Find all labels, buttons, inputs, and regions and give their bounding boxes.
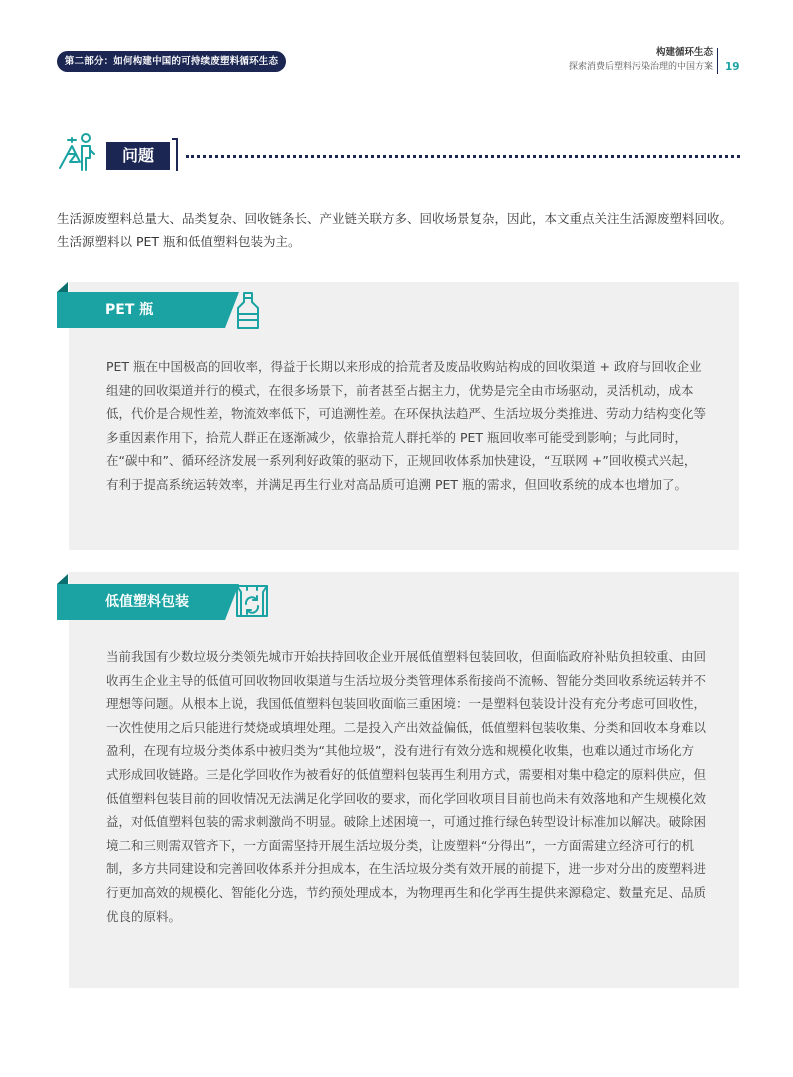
tab-fold [57,282,68,292]
pet-bottle-tab: PET 瓶 [57,292,225,328]
intro-paragraph: 生活源废塑料总量大、品类复杂、回收链条长、产业链关联方多、回收场景复杂，因此，本文重点关注生活源废塑料回收。生活源塑料以 PET 瓶和低值塑料包装为主。 [57,211,733,249]
tab-fold [57,574,68,584]
report-header [569,46,713,74]
low-value-packaging-body: 当前我国有少数垃圾分类领先城市开始扶持回收企业开展低值塑料包装回收，但面临政府补贴负担较重、由回收再生企业主导的低值可回收物回收渠道与生活垃圾分类管理体系衔接尚不流畅、智能分类回收系统运转并不理想等问题。从根本上说，我国低值塑料包装回收面临三重困境：一是塑料包装设计没有充分考虑可回收性，一次性使用之后只能进行焚烧或填埋处理。二是投入产出效益偏低，低值塑料包装收集、分类和回收本身难以盈利，在现有垃圾分类体系中被归类为“其他垃圾”，没有进行有效分选和规模化收集，也难以通过市场化方式形成回收链路。三是化学回收作为被看好的低值塑料包装再生利用方式，需要相对集中稳定的原料供应，但低值塑料包装目前的回收情况无法满足化学回收的要求，而化学回收项目目前也尚未有效落地和产生规模化效益，对低值塑料包装的需求刺激尚不明显。破除上述困境一，可通过推行绿色转型设计标准加以解决。破除困境二和三则需双管齐下，一方面需坚持开展生活垃圾分类，让废塑料“分得出”，一方面需建立经济可行的机制，多方共同建设和完善回收体系并分担成本，在生活垃圾分类有效开展的前提下，进一步对分出的废塑料进行更加高效的规模化、智能化分选，节约预处理成本，为物理再生和化学再生提供来源稳定、数量充足、品质优良的原料。 [106,649,707,924]
low-value-packaging-tab: 低值塑料包装 [57,584,225,620]
recycle-bag-icon [233,582,271,620]
section-label: 第二部分：如何构建中国的可持续废塑料循环生态 [57,51,286,72]
dotted-divider [186,155,740,158]
bottle-icon [235,292,261,330]
problem-label: 问题 [106,142,170,170]
report-subtitle: 探索消费后塑料污染治理的中国方案 [568,62,713,72]
people-thinking-icon [56,132,98,174]
problem-bracket [172,138,178,171]
header-divider [717,48,718,74]
page-number: 19 [725,61,740,73]
pet-bottle-body: PET 瓶在中国极高的回收率，得益于长期以来形成的拾荒者及废品收购站构成的回收渠道 + 政府与回收企业组建的回收渠道并行的模式，在很多场景下，前者甚至占据主力，优势是完全由市场驱动，灵活机动，成本低，代价是合规性差，物流效率低下，可追溯性差。在环保执法趋严、生活垃圾分类推进、劳动力结构变化等多重因素作用下，拾荒人群正在逐渐减少，依靠拾荒人群托举的 PET 瓶回收率可能受到影响；与此同时，在“碳中和”、循环经济发展一系列利好政策的驱动下，正规回收体系加快建设，“互联网 +”回收模式兴起，有利于提高系统运转效率，并满足再生行业对高品质可追溯 PET 瓶的需求，但回收系统的成本也增加了。 [106,359,707,492]
report-title: 构建循环生态 [655,47,713,58]
